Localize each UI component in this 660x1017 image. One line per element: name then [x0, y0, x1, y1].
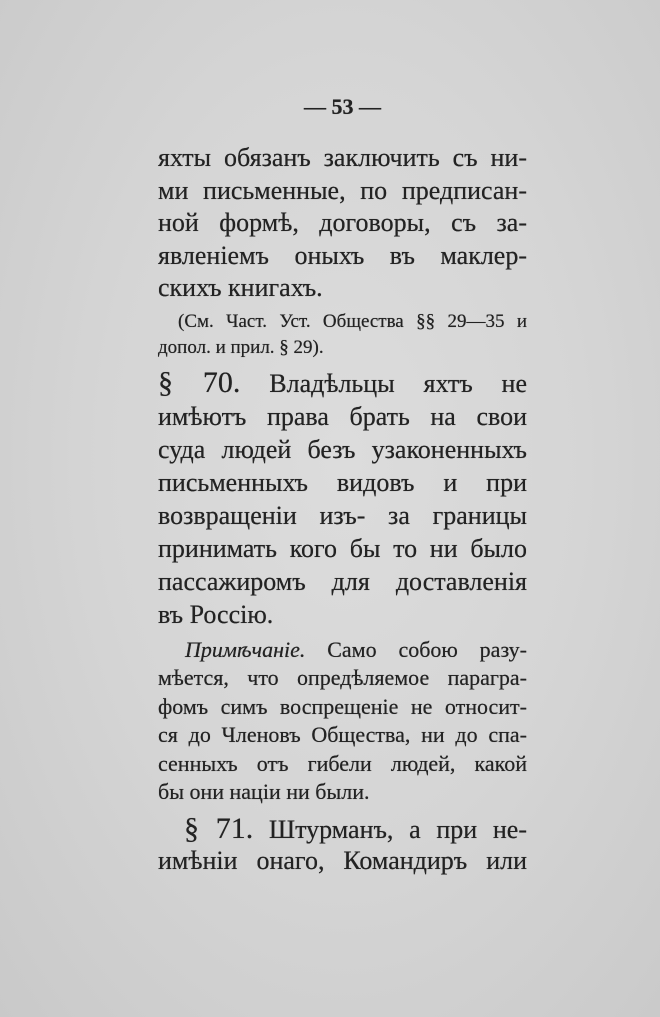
text-line: ми письменные, по предписан- — [158, 175, 527, 205]
citation-reference — [158, 309, 527, 361]
note-label: Примѣчаніе. — [185, 637, 306, 662]
page-number: — 53 — — [304, 94, 381, 119]
text-line: ной формѣ, договоры, съ за- — [158, 208, 527, 237]
section-heading-line — [158, 813, 527, 845]
note-line: мѣется, что опредѣляемое парагра- — [158, 665, 527, 691]
text-line: возвращеніи изъ- за границы — [158, 501, 527, 530]
section-heading-line — [158, 366, 527, 400]
text-line: имѣютъ права брать на свои — [158, 402, 527, 431]
text-line: принимать кого бы то ни было — [158, 534, 527, 563]
text-span: Само собою разу- — [327, 637, 527, 662]
text-span: Владѣльцы яхтъ не — [269, 369, 527, 398]
text-line: письменныхъ видовъ и при — [158, 468, 527, 497]
text-line: скихъ книгахъ. — [158, 273, 323, 302]
paragraph-continued — [158, 142, 527, 305]
section-70 — [158, 366, 527, 631]
text-line: имѣніи онаго, Командиръ или — [158, 846, 527, 875]
note-line: ся до Членовъ Общества, ни до спа- — [158, 722, 527, 748]
note-line: бы они націи ни были. — [158, 779, 370, 805]
section-71 — [158, 813, 527, 876]
text-line: явленіемъ оныхъ въ маклер- — [158, 240, 527, 270]
text-line: пассажиромъ для доставленія — [158, 567, 527, 596]
citation-line: (См. Част. Уст. Общества §§ 29—35 и — [178, 311, 527, 332]
text-line: суда людей безъ узаконенныхъ — [158, 435, 527, 464]
text-line: въ Россію. — [158, 600, 274, 629]
text-line: яхты обязанъ заключить съ ни- — [158, 143, 527, 172]
note-line: фомъ симъ воспрещеніе не относит- — [158, 693, 527, 719]
text-span: Штурманъ, а при не- — [268, 815, 528, 844]
note-line: сенныхъ отъ гибели людей, какой — [158, 750, 527, 776]
section-number: § 71. — [184, 812, 254, 845]
section-number: § 70. — [158, 366, 241, 399]
citation-line: допол. и прил. § 29). — [158, 337, 324, 358]
remark-note — [158, 636, 527, 806]
note-first-line — [158, 636, 527, 664]
